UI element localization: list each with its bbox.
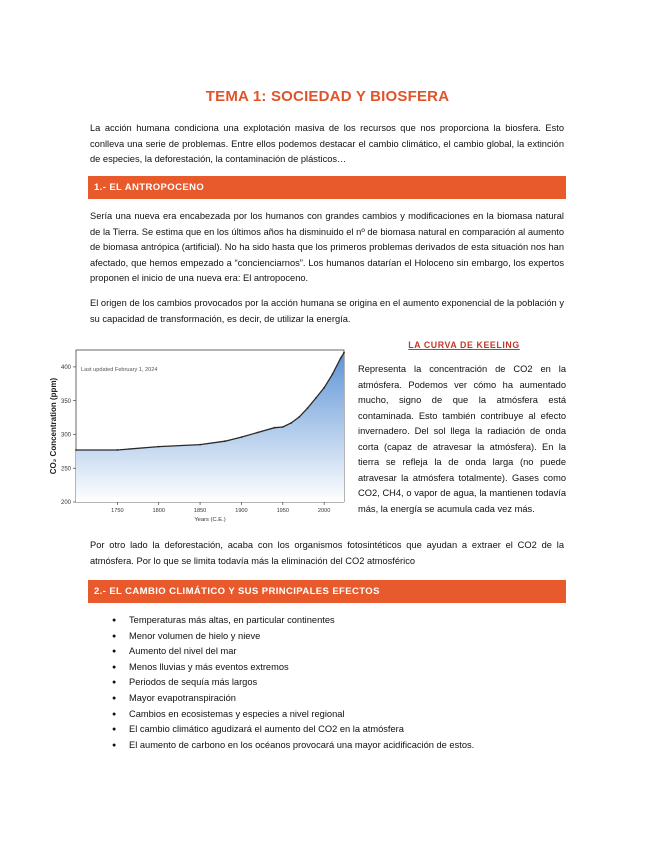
y-tick-label: 350	[60, 398, 71, 405]
data-point	[343, 352, 345, 354]
y-axis-label: CO₂ Concentration (ppm)	[49, 377, 58, 475]
y-tick-label: 400	[60, 365, 71, 372]
data-point	[323, 387, 325, 389]
keeling-curve-chart	[46, 342, 348, 530]
y-tick-label: 250	[60, 466, 71, 473]
data-point	[75, 449, 77, 451]
x-tick-label: 1750	[111, 508, 124, 514]
list-item: ● Cambios en ecosistemas y especies a nivel regional	[112, 707, 552, 723]
data-point	[340, 357, 342, 359]
list-item: ● Mayor evapotranspiración	[112, 691, 552, 707]
deforestation-paragraph: Por otro lado la deforestación, acaba con los organismos fotosintéticos que ayudan a extraer el CO2 de la atmósfera. Por lo que se limita todavía más la eliminación del CO2 atmosférico	[90, 540, 564, 566]
x-tick-label: 2000	[317, 508, 331, 514]
list-item: ● Menos lluvias y más eventos extremos	[112, 660, 552, 676]
data-point	[117, 449, 119, 451]
list-item: ● El aumento de carbono en los océanos provocará una mayor acidificación de estos.	[112, 738, 552, 754]
keeling-curve-svg	[46, 342, 348, 530]
effects-list	[112, 613, 552, 753]
y-tick-label: 200	[60, 500, 71, 507]
x-tick-label: 1950	[276, 508, 290, 514]
page-title: TEMA 1: SOCIEDAD Y BIOSFERA	[205, 88, 450, 105]
data-point	[224, 440, 226, 442]
list-item: ● El cambio climático agudizará el aumento del CO2 en la atmósfera	[112, 722, 552, 738]
data-point	[274, 427, 276, 429]
data-point	[257, 432, 259, 434]
list-item: ● Temperaturas más altas, en particular continentes	[112, 613, 552, 629]
chart-annotation: Last updated February 1, 2024	[81, 367, 158, 373]
section-2-heading: 2.- EL CAMBIO CLIMÁTICO Y SUS PRINCIPALES EFECTOS	[88, 580, 566, 603]
data-point	[199, 444, 201, 446]
data-point	[158, 446, 160, 448]
data-point	[332, 373, 334, 375]
antropoceno-paragraph: Sería una nueva era encabezada por los humanos con grandes cambios y modificaciones en la biomasa natural de la Tierra. Se estima que en los últimos años ha disminuido el nº de biomasa natural en comparación al aumento de biomasa antrópica (artificial). No ha sido hasta que los primeros problemas derivados de esta situación nos han afectado, que hemos empezado a “concienciarnos”. Los humanos datarían el Holoceno sin embargo, los expertos proponen el inicio de una nueva era: El antropoceno.	[90, 211, 564, 283]
keeling-heading: LA CURVA DE KEELING	[408, 340, 520, 350]
data-point	[282, 426, 284, 428]
list-item: ● Periodos de sequía más largos	[112, 675, 552, 691]
x-tick-label: 1900	[235, 508, 248, 514]
data-point	[307, 407, 309, 409]
data-point	[290, 422, 292, 424]
list-item: ● Menor volumen de hielo y nieve	[112, 629, 552, 645]
x-axis-label: Years (C.E.)	[194, 517, 226, 523]
section-1-heading: 1.- EL ANTROPOCENO	[88, 176, 566, 199]
list-item: ● Aumento del nivel del mar	[112, 644, 552, 660]
origin-paragraph: El origen de los cambios provocados por la acción humana se origina en el aumento exponencial de la población y su capacidad de transformación, es decir, de utilizar la energía.	[90, 298, 564, 324]
x-tick-label: 1850	[193, 508, 207, 514]
intro-paragraph: La acción humana condiciona una explotación masiva de los recursos que nos proporciona la biosfera. Esto conlleva una serie de problemas. Entre ellos podemos destacar el cambio climático, el cambio global, la extinción de especies, la deforestación, la contaminación de plásticos…	[90, 123, 564, 164]
x-tick-label: 1800	[152, 508, 165, 514]
data-point	[241, 436, 243, 438]
data-point	[298, 416, 300, 418]
y-tick-label: 300	[60, 432, 71, 439]
keeling-paragraph: Representa la concentración de CO2 en la atmósfera. Podemos ver cómo ha aumentado mucho, signo de que la atmósfera está contaminada. Esto también contribuye al efecto invernadero. Del sol llega la radiación de onda corta (capaz de atravesar la atmósfera). En la tierra se refleja la de onda larga (no puede atravesar la atmósfera totalmente). Gases como CO2, CH4, o vapor de agua, la mantienen todavía más, la energía se acumula cada vez más.	[358, 364, 566, 514]
data-point	[315, 397, 317, 399]
